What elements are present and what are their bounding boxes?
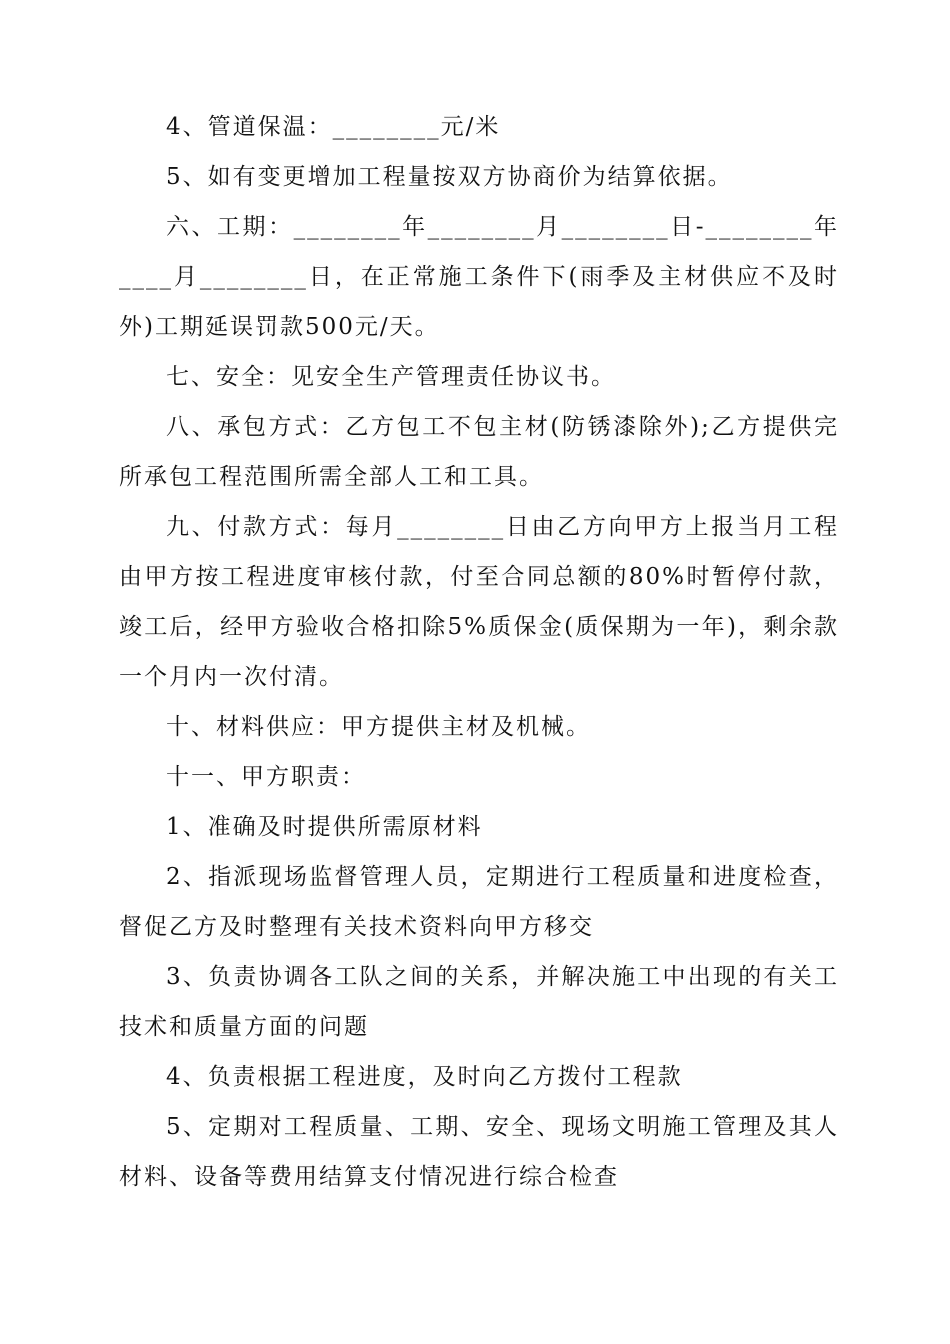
text-line: 材料、设备等费用结算支付情况进行综合检查 bbox=[119, 1164, 619, 1190]
text-line: 2、指派现场监督管理人员，定期进行工程质量和进度检查， bbox=[166, 864, 839, 890]
text-line: 七、安全：见安全生产管理责任协议书。 bbox=[166, 364, 616, 390]
text-line: 4、负责根据工程进度，及时向乙方拨付工程款 bbox=[166, 1064, 683, 1090]
text-line: 技术和质量方面的问题 bbox=[119, 1014, 369, 1040]
text-line: 3、负责协调各工队之间的关系，并解决施工中出现的有关工 bbox=[166, 964, 839, 990]
text-line: 八、承包方式：乙方包工不包主材(防锈漆除外);乙方提供完 bbox=[166, 414, 839, 440]
text-line: 九、付款方式：每月________日由乙方向甲方上报当月工程 bbox=[166, 514, 839, 540]
text-line: 5、如有变更增加工程量按双方协商价为结算依据。 bbox=[166, 164, 733, 190]
text-line: 十、材料供应：甲方提供主材及机械。 bbox=[166, 714, 591, 740]
text-line: 竣工后，经甲方验收合格扣除5%质保金(质保期为一年)，剩余款 bbox=[119, 614, 839, 640]
text-line: 所承包工程范围所需全部人工和工具。 bbox=[119, 464, 544, 490]
text-line: 一个月内一次付清。 bbox=[119, 664, 344, 690]
text-line: 外)工期延误罚款500元/天。 bbox=[119, 314, 440, 340]
text-line: 六、工期：________年________月________日-________年 bbox=[166, 214, 839, 240]
text-line: 5、定期对工程质量、工期、安全、现场文明施工管理及其人 bbox=[166, 1114, 839, 1140]
text-line: 由甲方按工程进度审核付款，付至合同总额的80%时暂停付款， bbox=[119, 564, 839, 590]
contract-text-body bbox=[119, 102, 839, 1202]
text-line: 4、管道保温：________元/米 bbox=[166, 114, 501, 140]
text-line: ____月________日，在正常施工条件下(雨季及主材供应不及时 bbox=[119, 264, 839, 290]
text-line: 十一、甲方职责： bbox=[166, 764, 366, 790]
text-line: 督促乙方及时整理有关技术资料向甲方移交 bbox=[119, 914, 594, 940]
text-line: 1、准确及时提供所需原材料 bbox=[166, 814, 483, 840]
